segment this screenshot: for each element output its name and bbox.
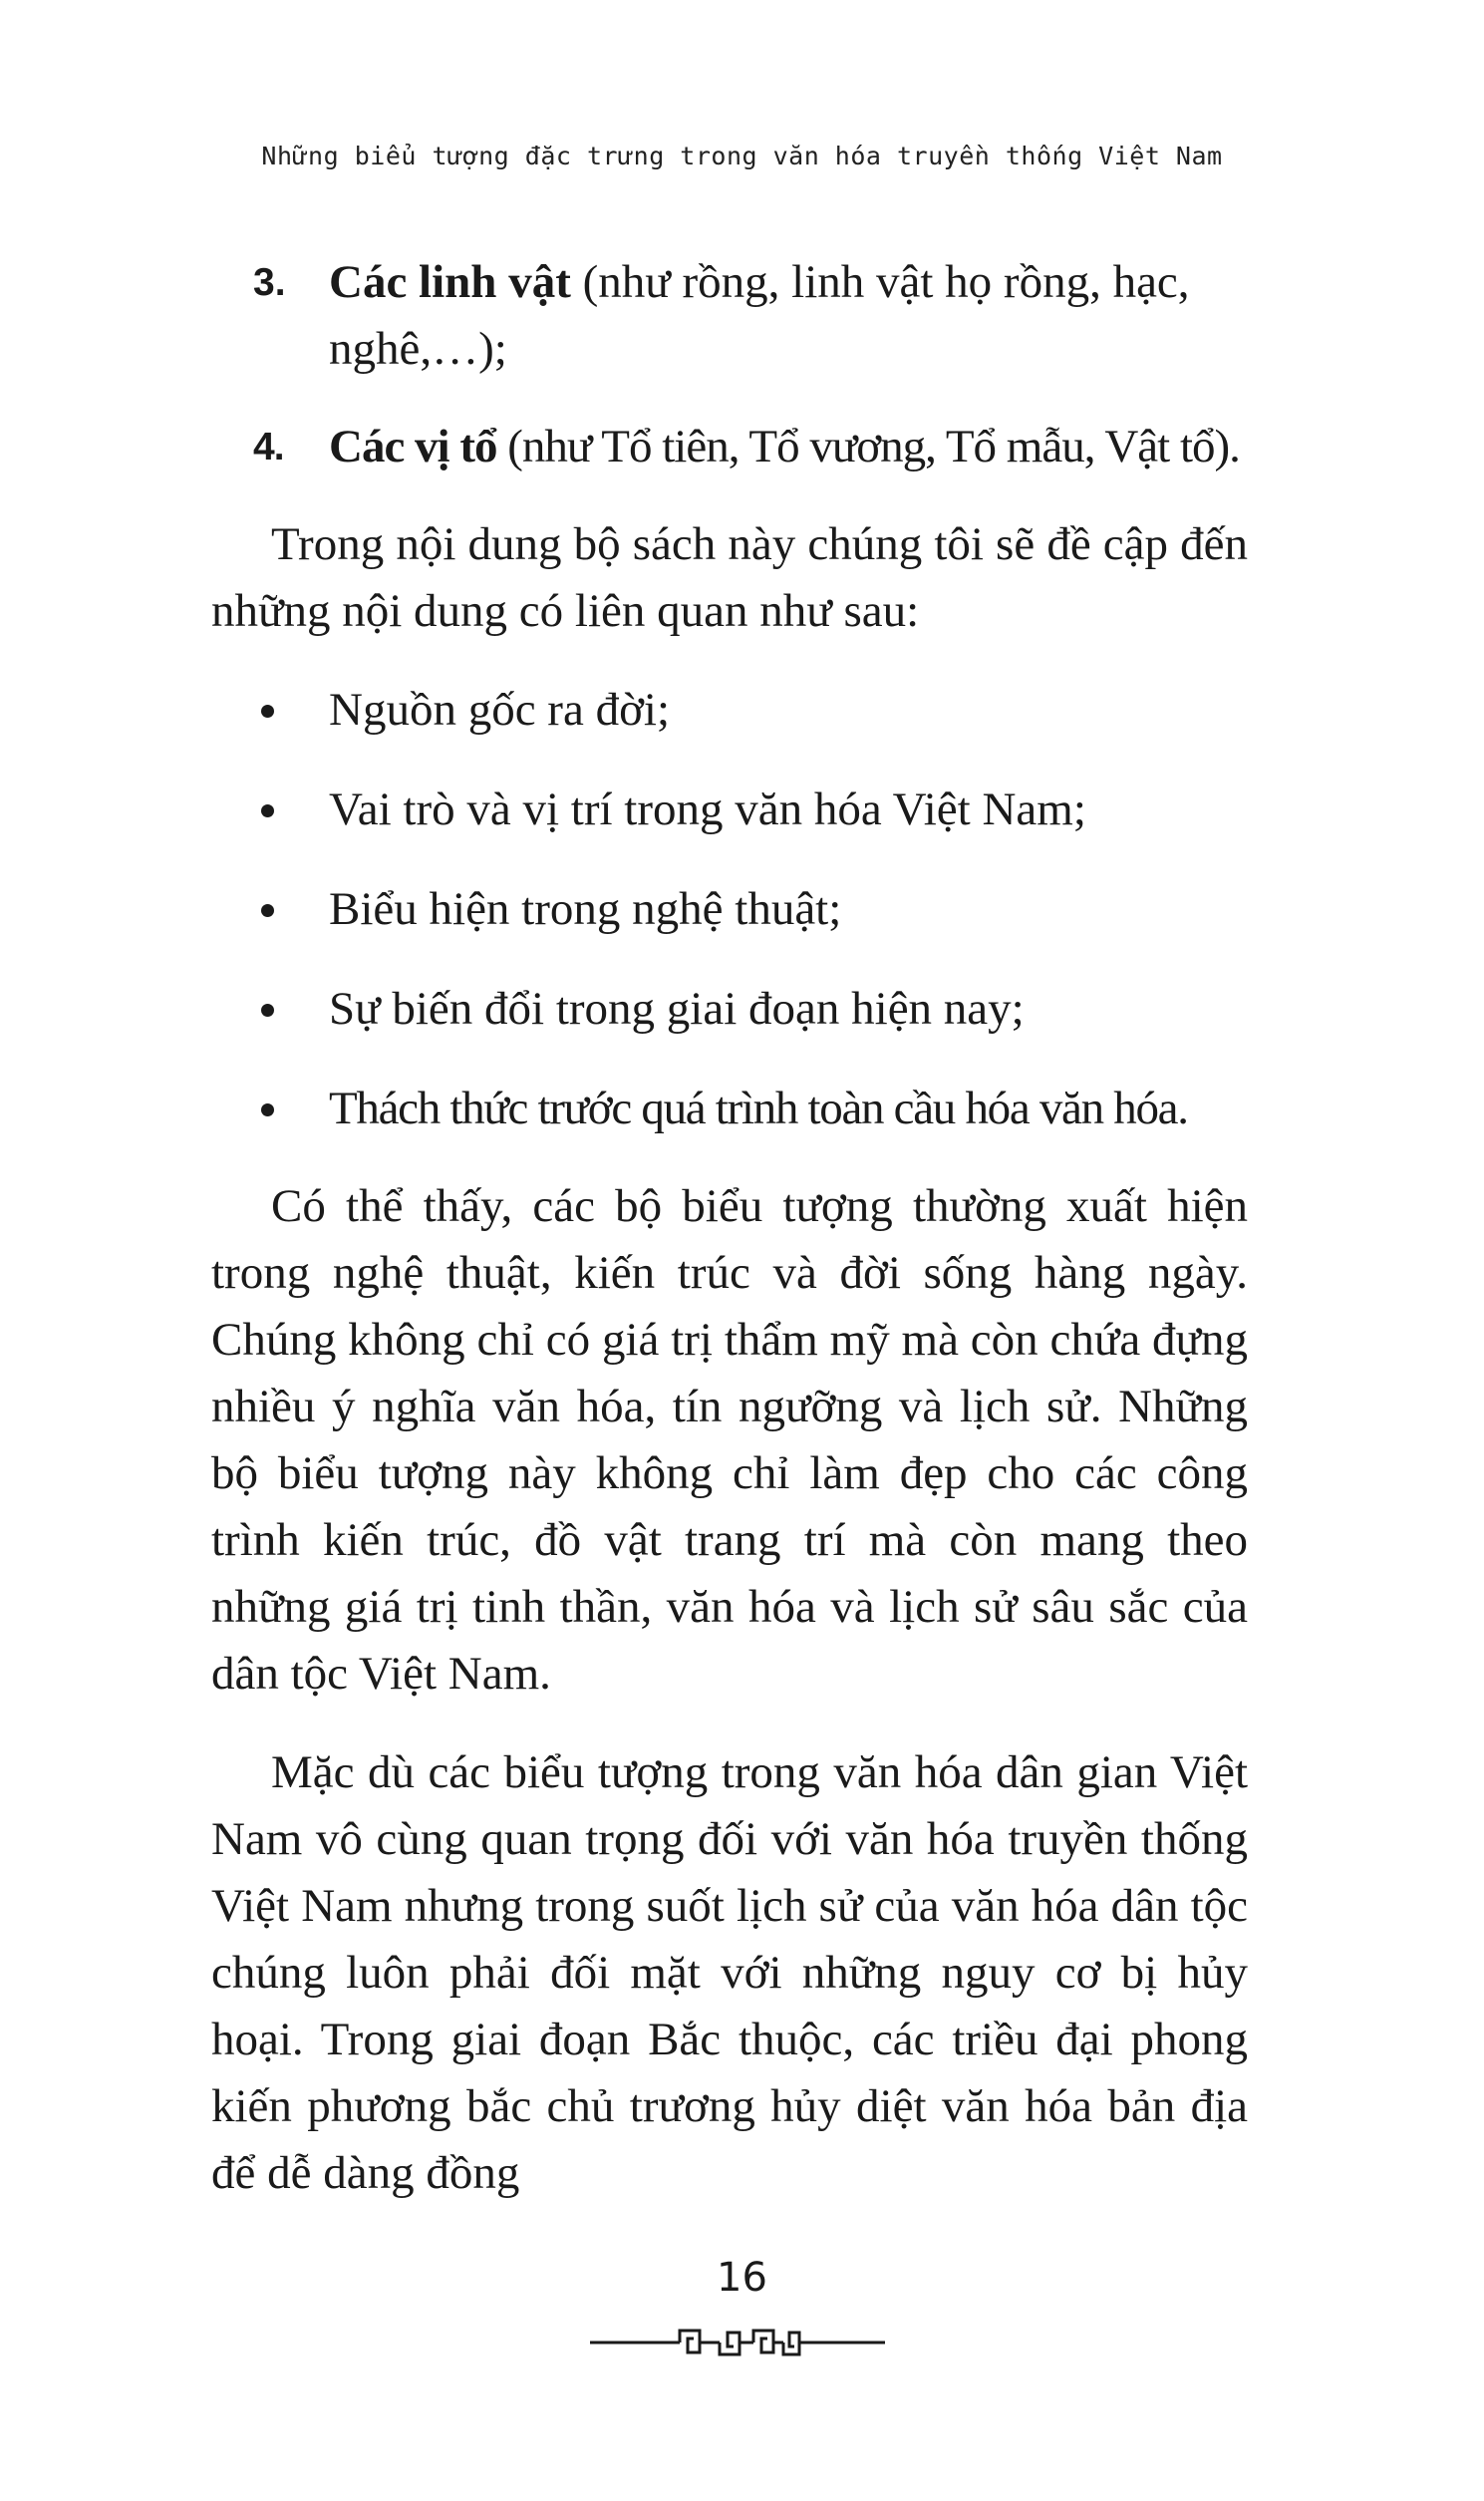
bullet-item [211, 677, 1248, 744]
item-text: (như rồng, linh vật họ rồng, hạc, nghê,…); [329, 256, 1190, 375]
intro-paragraph: Trong nội dung bộ sách này chúng tôi sẽ đề cập đến những nội dung có liên quan như sau: [211, 518, 1248, 637]
bullet-icon [261, 705, 274, 718]
body-paragraph: Có thể thấy, các bộ biểu tượng thường xuất hiện trong nghệ thuật, kiến trúc và đời sống hàng ngày. Chúng không chỉ có giá trị thẩm mỹ mà còn chứa đựng nhiều ý nghĩa văn hóa, tín ngưỡng và lịch sử. Những bộ biểu tượng này không chỉ làm đẹp cho các công trình kiến trúc, đồ vật trang trí mà còn mang theo những giá trị tinh thần, văn hóa và lịch sử sâu sắc của dân tộc Việt Nam. [211, 1180, 1248, 1700]
numbered-item [211, 249, 1248, 383]
bullet-text: Biểu hiện trong nghệ thuật; [329, 883, 842, 935]
bullet-text: Vai trò và vị trí trong văn hóa Việt Nam; [329, 783, 1086, 835]
bullet-item [211, 976, 1248, 1043]
item-number: 3. [253, 261, 286, 304]
page-number: 16 [717, 2255, 767, 2301]
bullet-item [211, 777, 1248, 843]
running-header: Những biểu tượng đặc trưng trong văn hóa truyền thống Việt Nam [261, 142, 1223, 170]
item-text: (như Tổ tiên, Tổ vương, Tổ mẫu, Vật tổ). [496, 421, 1240, 472]
item-number: 4. [253, 426, 284, 469]
fret-ornament-icon [588, 2323, 887, 2362]
bullet-text: Nguồn gốc ra đời; [329, 684, 671, 736]
item-term: Các vị tổ [329, 421, 497, 472]
body-paragraph: Mặc dù các biểu tượng trong văn hóa dân gian Việt Nam vô cùng quan trọng đối với văn hóa truyền thống Việt Nam nhưng trong suốt lịch sử của văn hóa dân tộc chúng luôn phải đối mặt với những nguy cơ bị hủy hoại. Trong giai đoạn Bắc thuộc, các triều đại phong kiến phương bắc chủ trương hủy diệt văn hóa bản địa để dễ dàng đồng [211, 1746, 1248, 2199]
page-body [211, 249, 1248, 2239]
bullet-item [211, 1076, 1248, 1142]
bullet-item [211, 876, 1248, 943]
bullet-text: Sự biến đổi trong giai đoạn hiện nay; [329, 983, 1025, 1035]
bullet-icon [261, 904, 274, 917]
numbered-item [211, 414, 1248, 480]
bullet-list [211, 677, 1248, 1142]
bullet-icon [261, 1004, 274, 1017]
bullet-text: Thách thức trước quá trình toàn cầu hóa văn hóa. [329, 1083, 1188, 1134]
item-term: Các linh vật [329, 256, 571, 308]
bullet-icon [261, 1103, 274, 1116]
bullet-icon [261, 804, 274, 817]
